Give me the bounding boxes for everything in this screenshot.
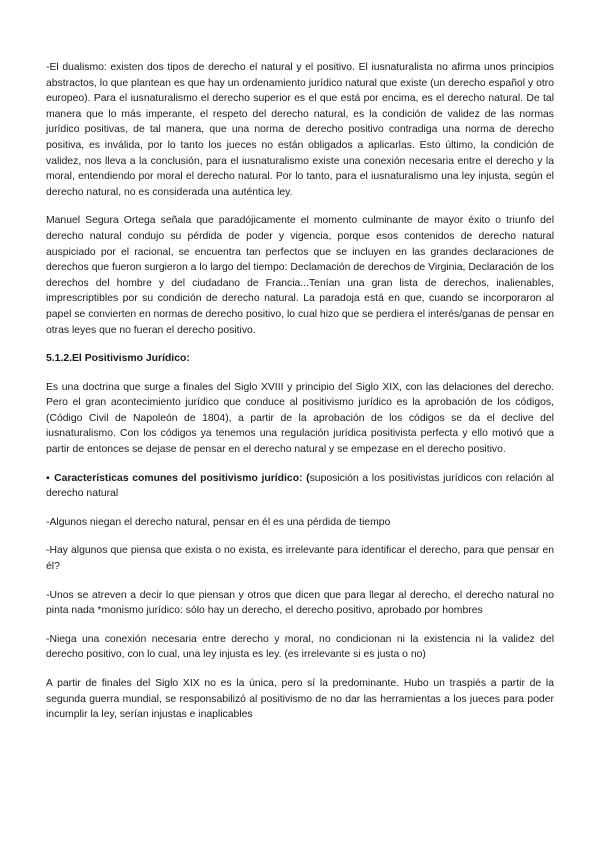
list-item: -Niega una conexión necesaria entre derecho y moral, no condicionan ni la existencia ni la validez del derecho positivo, con lo cual, una ley injusta es ley. (es irrelevante si es justa o no) [46,633,554,661]
list-item: -Hay algunos que piensa que exista o no exista, es irrelevante para identificar el derecho, para que pensar en él? [46,545,554,573]
paragraph-positivismo: Es una doctrina que surge a finales del Siglo XVIII y principio del Siglo XIX, con las delaciones del derecho. Pero el gran acontecimiento jurídico que conduce al positivismo jurídico es la aprobación de los códigos, (Código Civil de Napoleón de 1804), a partir de la aprobación de los códigos se da el declive del iusnaturalismo. Con los códigos ya tenemos una regulación jurídica positivista perfecta y ello motivó que a partir de entonces se dejase de pensar en el derecho natural y se empezase en el derecho positivo. [46,381,554,456]
paragraph-segura-ortega: Manuel Segura Ortega señala que paradójicamente el momento culminante de mayor éxito o triunfo del derecho natural condujo su pérdida de poder y vigencia, porque esos contenidos de derecho natural auspiciado por el racional, se encuentra tan perfectos que se incluyen en las grandes declaraciones de derechos que fueron surgieron a lo largo del tiempo: Declamación de derechos de Virginia, Declaración de los derechos del hombre y del ciudadano de Francia...Tenían una gran lista de derechos, inalienables, imprescriptibles por su condición de derecho natural. La paradoja está en que, cuando se incorporaron al papel se convierten en normas de derecho positivo, lo cual hizo que se perdiera el interés/ganas de pensar en otras leyes que no fueran el derecho positivo. [46,215,554,336]
paragraph-final: A partir de finales del Siglo XIX no es la única, pero sí la predominante. Hubo un traspiés a partir de la segunda guerra mundial, se responsabilizó al positivismo de no dar las herramientas a los jueces para poder incumplir la ley, serían injustas e inaplicables [46,678,554,721]
list-item: -Unos se atreven a decir lo que piensan y otros que dicen que para llegar al derecho, el derecho natural no pinta nada *monismo jurídico: sólo hay un derecho, el derecho positivo, aprobado por hombres [46,589,554,617]
paragraph-dualismo: -El dualismo: existen dos tipos de derecho el natural y el positivo. El iusnaturalista no afirma unos principios abstractos, lo que plantean es que hay un ordenamiento jurídico natural que existe (un derecho español y otro europeo). Para el iusnaturalismo el derecho superior es el que está por encima, es el derecho natural. De tal manera que lo más imperante, el respeto del derecho natural, es la condición de validez de las normas jurídico positivas, de tal manera, que una norma de derecho positivo contradiga una norma de derecho positiva, es inválida, por lo tanto los jueces no están obligados a aplicarlas. Esto último, la condición de validez, nos lleva a la conclusión, para el iusnaturalismo existe una conexión necesaria entre el derecho y la moral, entendiendo por moral el derecho natural. Por lo tanto, para el iusnaturalismo una ley injusta, según el derecho natural, no es considerada una auténtica ley. [46,62,554,198]
bullet-caracteristicas [46,471,554,502]
bullet-title: ▪ Características comunes del positivismo jurídico: ( [46,472,310,484]
section-heading: 5.1.2.El Positivismo Jurídico: [46,353,190,365]
bullet-description: suposición a los positivistas jurídicos con relación al derecho natural [46,472,554,500]
list-item: -Algunos niegan el derecho natural, pensar en él es una pérdida de tiempo [46,516,391,528]
